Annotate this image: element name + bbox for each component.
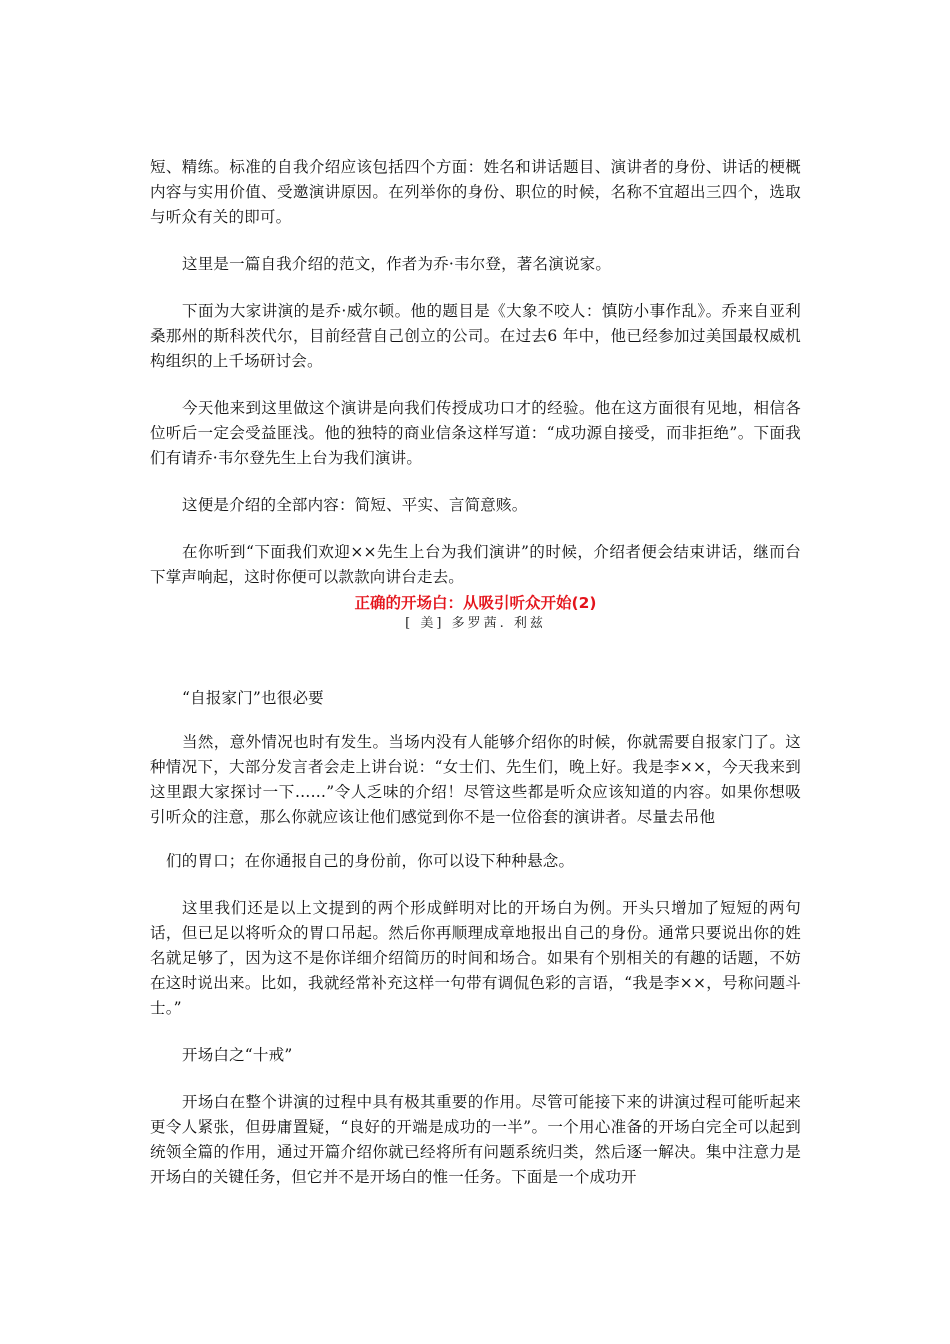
paragraph-sample-intro-2: 今天他来到这里做这个演讲是向我们传授成功口才的经验。他在这方面很有见地，相信各位听后一定会受益匪浅。他的独特的商业信条这样写道：“成功源自接受，而非拒绝”。下面我们有请乔·韦尔登先生上台为我们演讲。 [150, 399, 801, 467]
paragraph-self-intro: 当然，意外情况也时有发生。当场内没有人能够介绍你的时候，你就需要自报家门了。这种情况下，大部分发言者会走上讲台说：“女士们、先生们，晚上好。我是李××，今天我来到这里跟大家探讨一下……”令人乏味的介绍！尽管这些都是听众应该知道的内容。如果你想吸引听众的注意，那么你就应该让他们感觉到你不是一位俗套的演讲者。尽量去吊他 [150, 733, 801, 826]
article-title: 正确的开场白：从吸引听众开始(2) [354, 594, 597, 612]
paragraph-intro-continued: 短、精练。标准的自我介绍应该包括四个方面：姓名和讲话题目、演讲者的身份、讲话的梗概内容与实用价值、受邀演讲原因。在列举你的身份、职位的时候，名称不宜超出三四个，选取与听众有关的即可。 [150, 158, 801, 226]
document-page [150, 155, 801, 1190]
paragraph-summary: 这便是介绍的全部内容：简短、平实、言简意赅。 [182, 496, 528, 514]
paragraph-transition: 在你听到“下面我们欢迎××先生上台为我们演讲”的时候，介绍者便会结束讲话，继而台下掌声响起，这时你便可以款款向讲台走去。 [150, 543, 801, 586]
paragraph-self-intro-cont: 们的胃口；在你通报自己的身份前，你可以设下种种悬念。 [166, 852, 575, 870]
article-byline: [ 美] 多罗茜. 利兹 [405, 616, 546, 631]
section-heading-ten-rules: 开场白之“十戒” [182, 1046, 293, 1064]
paragraph-sample-note: 这里是一篇自我介绍的范文，作者为乔·韦尔登，著名演说家。 [182, 255, 612, 273]
paragraph-example: 这里我们还是以上文提到的两个形成鲜明对比的开场白为例。开头只增加了短短的两句话，但已足以将听众的胃口吊起。然后你再顺理成章地报出自己的身份。通常只要说出你的姓名就足够了，因为这不是你详细介绍简历的时间和场合。如果有个别相关的有趣的话题，不妨在这时说出来。比如，我就经常补充这样一句带有调侃色彩的言语，“我是李××，号称问题斗士。” [150, 899, 801, 1017]
section-heading-self-intro: “自报家门”也很必要 [182, 689, 324, 707]
paragraph-opening-importance: 开场白在整个讲演的过程中具有极其重要的作用。尽管可能接下来的讲演过程可能听起来更令人紧张，但毋庸置疑，“良好的开端是成功的一半”。一个用心准备的开场白完全可以起到统领全篇的作用，通过开篇介绍你就已经将所有问题系统归类，然后逐一解决。集中注意力是开场白的关键任务，但它并不是开场白的惟一任务。下面是一个成功开 [150, 1093, 801, 1186]
paragraph-sample-intro: 下面为大家讲演的是乔·威尔顿。他的题目是《大象不咬人：慎防小事作乱》。乔来自亚利桑那州的斯科茨代尔，目前经营自己创立的公司。在过去6 年中，他已经参加过美国最权威机构组织的上千场研讨会。 [150, 302, 801, 370]
